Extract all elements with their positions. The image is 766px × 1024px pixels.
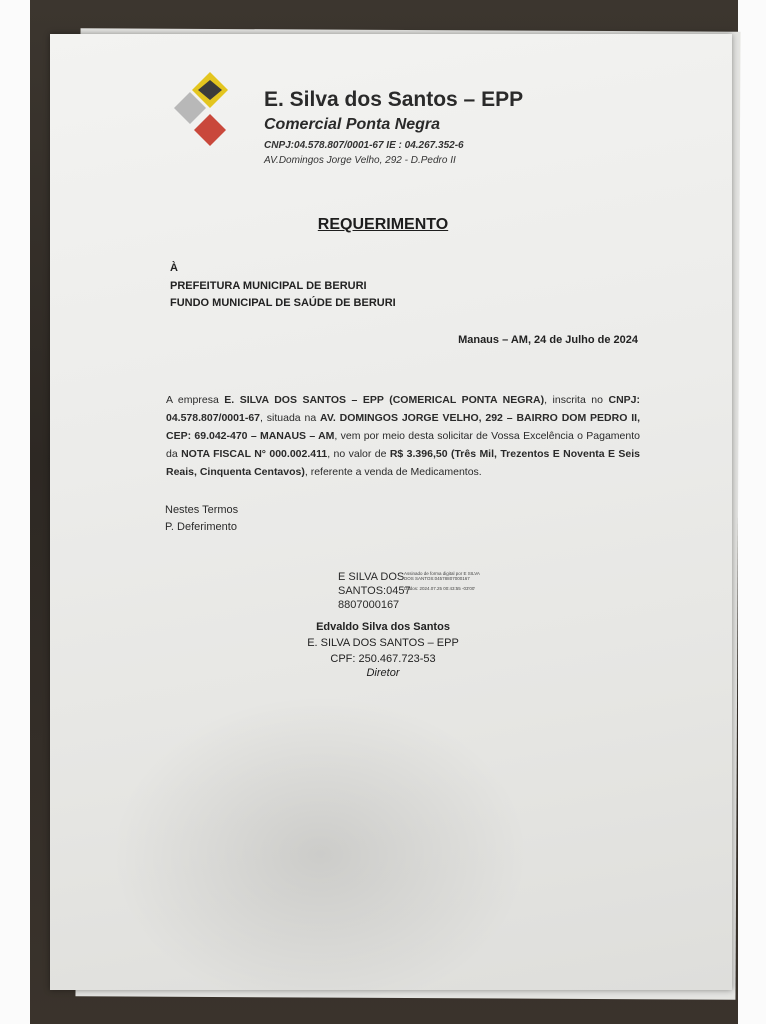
company-logo-icon — [172, 72, 234, 152]
body-text-4: , vem por meio desta solicitar de Vossa Excelência o Pagamento da — [166, 430, 640, 460]
company-address: AV.Domingos Jorge Velho, 292 - D.Pedro II — [264, 155, 456, 166]
company-subtitle: Comercial Ponta Negra — [264, 116, 441, 133]
signature-name-line-2: SANTOS:0457 — [338, 585, 411, 597]
signer-cpf: CPF: 250.467.723-53 — [330, 653, 436, 665]
signature-details — [404, 571, 484, 591]
left-margin — [0, 0, 30, 1024]
closing-line-1: Nestes Termos — [165, 504, 239, 516]
page-shadow — [110, 694, 530, 1014]
document-date: Manaus – AM, 24 de Julho de 2024 — [458, 334, 638, 346]
addressee-prefix: À — [170, 262, 178, 274]
company-ids: CNPJ:04.578.807/0001-67 IE : 04.267.352-6 — [264, 140, 464, 151]
body-text-2: , inscrita no — [544, 394, 609, 406]
body-address: AV. DOMINGOS JORGE VELHO, 292 – BAIRRO DOM PEDRO II, CEP: 69.042-470 – MANAUS – AM — [166, 412, 640, 442]
signature-note: Assinado de forma digital por E SILVA DOS SANTOS:04578807000167 — [404, 571, 480, 582]
signature-name-line-3: 8807000167 — [338, 599, 400, 611]
body-text-6: , referente a venda de Medicamentos. — [304, 466, 482, 478]
body-paragraph — [166, 391, 640, 481]
logo-red-square — [194, 114, 226, 146]
signature-date: Dados: 2024.07.25 00:43:55 -03'00' — [404, 585, 476, 591]
body-text-1: A empresa — [166, 394, 225, 406]
right-margin — [738, 0, 766, 1024]
signer-role: Diretor — [366, 667, 400, 679]
closing-line-2: P. Deferimento — [165, 521, 237, 533]
signer-name: Edvaldo Silva dos Santos — [316, 621, 450, 633]
addressee-line-2: FUNDO MUNICIPAL DE SAÚDE DE BERURI — [170, 297, 396, 309]
body-cnpj: CNPJ: 04.578.807/0001-67 — [166, 394, 640, 424]
body-invoice: NOTA FISCAL N° 000.002.411 — [181, 448, 328, 460]
document-title-wrap — [0, 216, 766, 234]
company-name: E. Silva dos Santos – EPP — [264, 88, 524, 111]
body-amount: R$ 3.396,50 (Três Mil, Trezentos E Noventa E Seis Reais, Cinquenta Centavos) — [166, 448, 640, 478]
addressee-line-1: PREFEITURA MUNICIPAL DE BERURI — [170, 280, 367, 292]
digital-signature — [338, 571, 488, 616]
body-text-5: , no valor de — [327, 448, 390, 460]
document-title: REQUERIMENTO — [317, 216, 449, 233]
signer-company: E. SILVA DOS SANTOS – EPP — [307, 637, 459, 649]
document-page — [50, 34, 732, 990]
body-company: E. SILVA DOS SANTOS – EPP (COMERICAL PONTA NEGRA) — [224, 394, 545, 406]
signature-name-line-1: E SILVA DOS — [338, 571, 405, 583]
body-text-3: , situada na — [260, 412, 321, 424]
